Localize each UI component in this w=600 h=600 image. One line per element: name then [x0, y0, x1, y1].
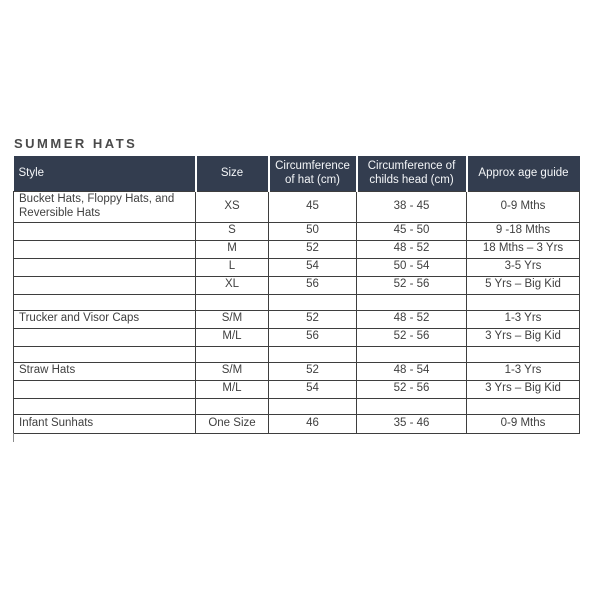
cell-style: [14, 398, 196, 414]
cell-age: [467, 346, 580, 362]
cell-head-circumference: 52 - 56: [357, 328, 467, 346]
table-row: [14, 258, 580, 276]
cell-age: 9 -18 Mths: [467, 222, 580, 240]
cell-hat-circumference: 52: [269, 310, 357, 328]
cell-head-circumference: 35 - 46: [357, 414, 467, 433]
cell-size: M/L: [196, 380, 269, 398]
cell-style: Infant Sunhats: [14, 414, 196, 433]
cell-age: 1-3 Yrs: [467, 310, 580, 328]
cell-head-circumference: 52 - 56: [357, 276, 467, 294]
spacer-row: [14, 346, 580, 362]
cell-style: [14, 258, 196, 276]
cell-head-circumference: 48 - 52: [357, 310, 467, 328]
cell-age: 0-9 Mths: [467, 191, 580, 222]
cell-size: S/M: [196, 362, 269, 380]
table-row: [14, 310, 580, 328]
cell-style: [14, 328, 196, 346]
cell-style: Straw Hats: [14, 362, 196, 380]
table-row: [14, 414, 580, 433]
cell-head-circumference: [357, 398, 467, 414]
cell-head-circumference: 48 - 52: [357, 240, 467, 258]
size-table: [13, 156, 580, 434]
cell-hat-circumference: [269, 294, 357, 310]
cell-hat-circumference: 50: [269, 222, 357, 240]
header-head-circumference: Circumference of childs head (cm): [357, 156, 467, 191]
cell-hat-circumference: 45: [269, 191, 357, 222]
size-chart-section: [13, 136, 579, 434]
cell-hat-circumference: 54: [269, 380, 357, 398]
cell-size: L: [196, 258, 269, 276]
table-border-artifact: [13, 433, 14, 442]
cell-style: Bucket Hats, Floppy Hats, and Reversible Hats: [14, 191, 196, 222]
table-row: [14, 222, 580, 240]
cell-size: [196, 346, 269, 362]
cell-age: 0-9 Mths: [467, 414, 580, 433]
cell-age: [467, 294, 580, 310]
cell-style: [14, 276, 196, 294]
cell-hat-circumference: 52: [269, 240, 357, 258]
cell-head-circumference: [357, 346, 467, 362]
cell-hat-circumference: [269, 398, 357, 414]
cell-style: [14, 294, 196, 310]
cell-hat-circumference: 52: [269, 362, 357, 380]
cell-head-circumference: 50 - 54: [357, 258, 467, 276]
table-row: [14, 240, 580, 258]
table-row: [14, 380, 580, 398]
cell-style: [14, 380, 196, 398]
header-style: Style: [14, 156, 196, 191]
cell-style: [14, 240, 196, 258]
table-row: [14, 276, 580, 294]
cell-size: M: [196, 240, 269, 258]
cell-hat-circumference: 56: [269, 276, 357, 294]
table-row: [14, 362, 580, 380]
cell-hat-circumference: 54: [269, 258, 357, 276]
cell-size: [196, 398, 269, 414]
header-age-guide: Approx age guide: [467, 156, 580, 191]
page-title: SUMMER HATS: [14, 136, 138, 151]
cell-hat-circumference: 46: [269, 414, 357, 433]
cell-size: One Size: [196, 414, 269, 433]
cell-style: [14, 222, 196, 240]
cell-head-circumference: 48 - 54: [357, 362, 467, 380]
cell-size: M/L: [196, 328, 269, 346]
cell-age: 3 Yrs – Big Kid: [467, 328, 580, 346]
cell-age: 5 Yrs – Big Kid: [467, 276, 580, 294]
cell-size: S/M: [196, 310, 269, 328]
cell-hat-circumference: [269, 346, 357, 362]
table-header-row: [14, 156, 580, 191]
cell-size: XS: [196, 191, 269, 222]
table-row: [14, 191, 580, 222]
table-row: [14, 328, 580, 346]
cell-hat-circumference: 56: [269, 328, 357, 346]
header-size: Size: [196, 156, 269, 191]
cell-head-circumference: [357, 294, 467, 310]
cell-head-circumference: 38 - 45: [357, 191, 467, 222]
header-hat-circumference: Circumference of hat (cm): [269, 156, 357, 191]
cell-style: Trucker and Visor Caps: [14, 310, 196, 328]
cell-age: 18 Mths – 3 Yrs: [467, 240, 580, 258]
cell-size: [196, 294, 269, 310]
cell-size: XL: [196, 276, 269, 294]
cell-age: 1-3 Yrs: [467, 362, 580, 380]
cell-size: S: [196, 222, 269, 240]
cell-age: [467, 398, 580, 414]
cell-head-circumference: 45 - 50: [357, 222, 467, 240]
spacer-row: [14, 398, 580, 414]
cell-style: [14, 346, 196, 362]
cell-age: 3 Yrs – Big Kid: [467, 380, 580, 398]
cell-head-circumference: 52 - 56: [357, 380, 467, 398]
cell-age: 3-5 Yrs: [467, 258, 580, 276]
spacer-row: [14, 294, 580, 310]
